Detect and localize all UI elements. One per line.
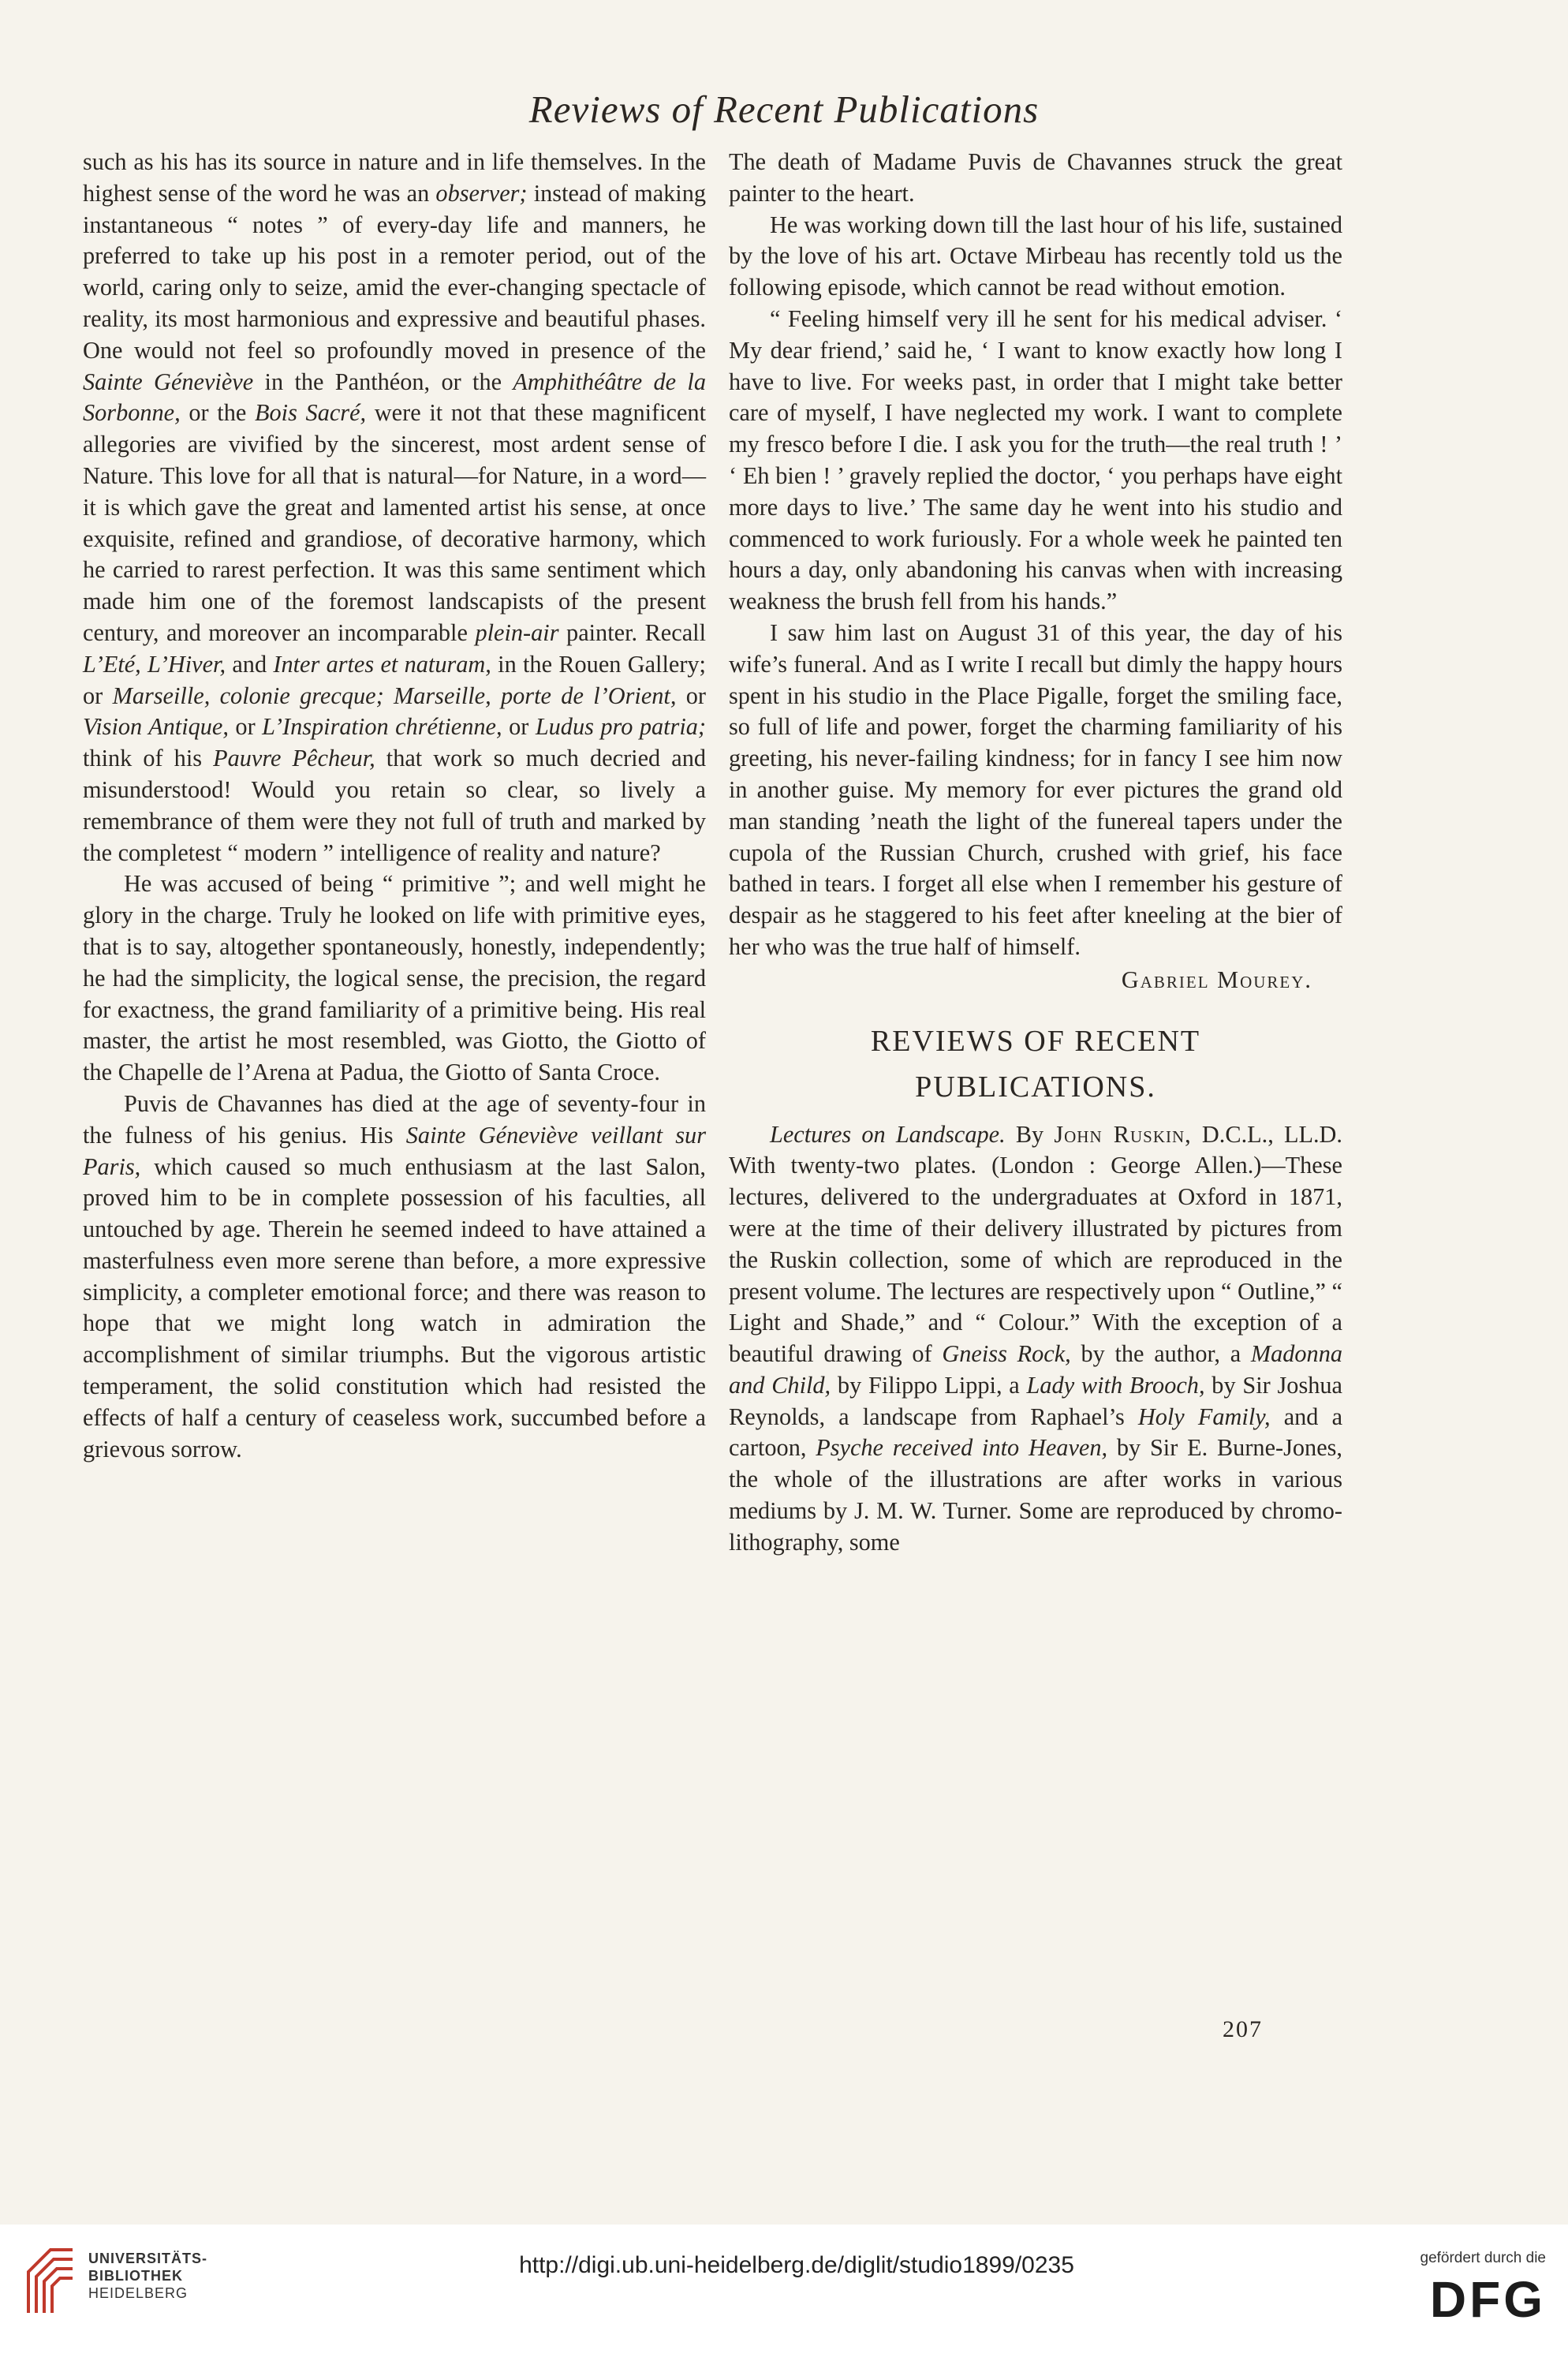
paragraph: such as his has its source in nature and in life themselves. In the highest sense of the word he was an observer; instead of making instantaneous “ notes ” of every-day life and manners, he preferred to take up his post in a remoter period, out of the world, caring only to seize, amid the ever-changing spectacle of reality, its most harmonious and expressive and beautiful phases. One would not feel so profoundly moved in presence of the Sainte Géneviève in the Panthéon, or the Amphithéâtre de la Sorbonne, or the Bois Sacré, were it not that these magnificent allegories are vivified by the sincerest, most ardent sense of Nature. This love for all that is natural—for Nature, in a word—it is which gave the great and lamented artist his sense, at once exquisite, refined and grandiose, of decorative harmony, which he carried to rarest perfection. It was this same sentiment which made him one of the foremost landscapists of the present century, and moreover an incomparable plein-air painter. Recall L’Eté, L’Hiver, and Inter artes et naturam, in the Rouen Gallery; or Marseille, colonie grecque; Marseille, porte de l’Orient, or Vision Antique, or L’Inspiration chrétienne, or Ludus pro patria; think of his Pauvre Pêcheur, that work so much decried and misunderstood! Would you retain so clear, so lively a remembrance of them were they not full of truth and marked by the completest “ modern ” intelligence of reality and nature? — [83, 148, 707, 866]
left-column — [83, 147, 706, 1465]
source-url-link[interactable]: http://digi.ub.uni-heidelberg.de/diglit/studio1899/0235 — [519, 2252, 1074, 2278]
funder-caption: gefördert durch die — [1420, 2250, 1546, 2266]
paragraph: The death of Madame Puvis de Chavannes struck the great painter to the heart. — [729, 148, 1342, 207]
paragraph: Puvis de Chavannes has died at the age of seventy-four in the fulness of his genius. His Sainte Géneviève veillant sur Paris, which caused so much enthusiasm at the last Salon, proved him to be in complete possession of his faculties, all untouched by age. Therein he seemed indeed to have attained a masterfulness even more serene than before, a more expressive simplicity, a completer emotional force; and there was reason to hope that we might long watch in admiration the accomplishment of similar triumphs. But the vigorous artistic temperament, the solid constitution which had resisted the effects of half a century of ceaseless work, succumbed before a grievous sorrow. — [83, 1089, 706, 1463]
running-head: Reviews of Recent Publications — [528, 88, 1040, 131]
article-signature: Gabriel Mourey. — [1121, 966, 1312, 993]
dfg-logo: DFG — [1429, 2271, 1546, 2328]
section-heading: REVIEWS OF RECENT PUBLICATIONS. — [870, 1024, 1201, 1104]
library-logo-icon — [24, 2240, 77, 2318]
footer-bar — [0, 2225, 1568, 2361]
review-entry: Lectures on Landscape. By John Ruskin, D.C.L., LL.D. With twenty-two plates. (London : George Allen.)—These lectures, delivered to the undergraduates at Oxford in 1871, were at the time of their delivery illustrated by pictures from the Ruskin collection, some of which are reproduced in the present volume. The lectures are respectively upon “ Outline,” “ Light and Shade,” and “ Colour.” With the exception of a beautiful drawing of Gneiss Rock, by the author, a Madonna and Child, by Filippo Lippi, a Lady with Brooch, by Sir Joshua Reynolds, a landscape from Raphael’s Holy Family, and a cartoon, Psyche received into Heaven, by Sir E. Burne-Jones, the whole of the illustrations are after works in various mediums by J. M. W. Turner. Some are reproduced by chromo-lithography, some — [729, 1120, 1343, 1556]
review-title: Lectures on Landscape. — [770, 1120, 1006, 1148]
paragraph: “ Feeling himself very ill he sent for his medical adviser. ‘ My dear friend,’ said he, ‘ I want to know exactly how long I have to live. For weeks past, in order that I might take better care of myself, I have neglected my work. I want to complete my fresco before I die. I ask you for the truth—the real truth ! ’ ‘ Eh bien ! ’ gravely replied the doctor, ‘ you perhaps have eight more days to live.’ The same day he went into his studio and commenced to work furiously. For a whole week he painted ten hours a day, only abandoning his canvas when with increasing weakness the brush fell from his hands.” — [729, 304, 1342, 615]
right-column — [729, 147, 1342, 1559]
paragraph: He was working down till the last hour of his life, sustained by the love of his art. Octave Mirbeau has recently told us the following episode, which cannot be read without emotion. — [729, 211, 1342, 301]
review-author: John Ruskin, — [1054, 1120, 1192, 1148]
paragraph: I saw him last on August 31 of this year, the day of his wife’s funeral. And as I write I recall but dimly the happy hours spent in his studio in the Place Pigalle, forget the smiling face, so full of life and power, forget the charming familiarity of his greeting, his never-failing kindness; for in fancy I see him now in another guise. My memory for ever pictures the grand old man standing ’neath the light of the funereal tapers under the cupola of the Russian Church, crushed with grief, his face bathed in tears. I forget all else when I remember his gesture of despair as he staggered to his feet after kneeling at the bier of her who was the true half of himself. — [729, 618, 1342, 960]
library-name: UNIVERSITÄTS- BIBLIOTHEK HEIDELBERG — [88, 2251, 208, 2301]
paragraph: He was accused of being “ primitive ”; and well might he glory in the charge. Truly he looked on life with primitive eyes, that is to say, altogether spontaneously, honestly, independently; he had the simplicity, the logical sense, the precision, the regard for exactness, the grand familiarity of a primitive being. His real master, the artist he most resembled, was Giotto, the Giotto of the Chapelle de l’Arena at Padua, the Giotto of Santa Croce. — [83, 870, 706, 1086]
page-number: 207 — [1223, 2016, 1263, 2042]
